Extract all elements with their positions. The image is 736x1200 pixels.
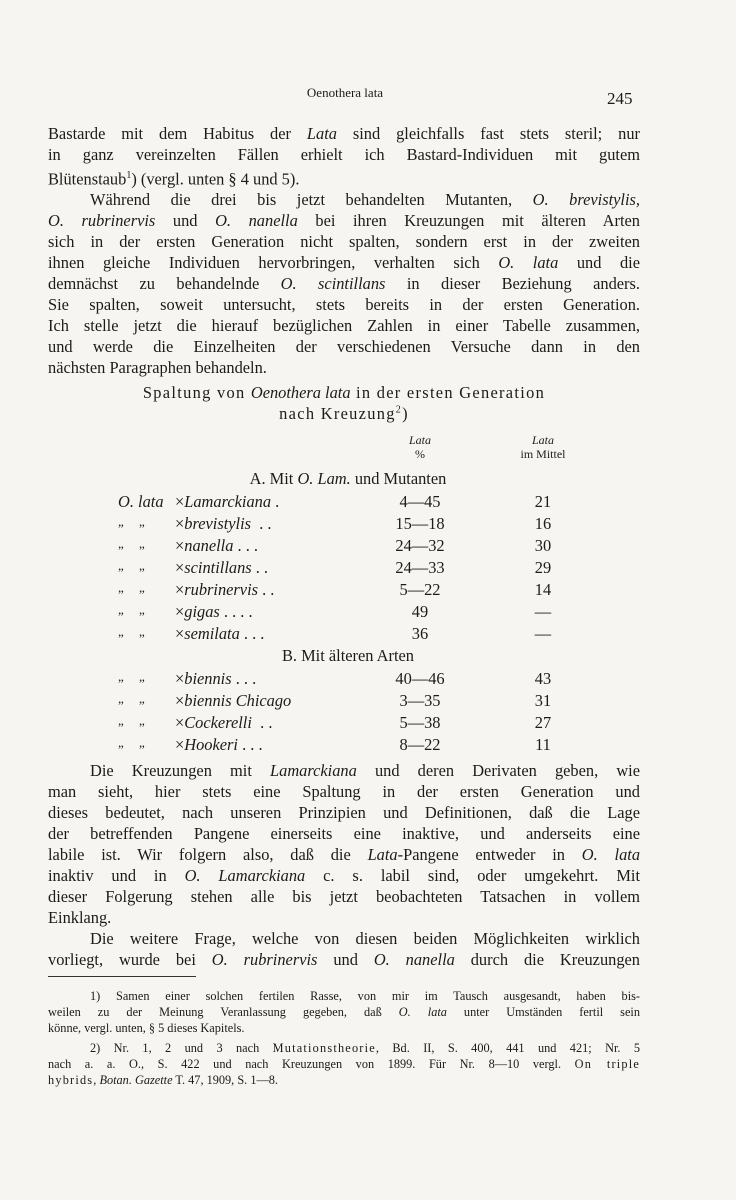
text-line: in ganz vereinzelten Fällen erhielt ich Bastard-Individuen mit gutem	[48, 145, 640, 164]
ditto-mark: „ „	[118, 602, 151, 617]
lata-percent-range: 3—35	[399, 691, 441, 710]
lata-percent-range: 24—33	[395, 558, 445, 577]
lata-mean: —	[534, 624, 552, 643]
lata-percent-range: 5—22	[399, 580, 441, 599]
table-section-b: B. Mit älteren Arten	[281, 646, 414, 665]
table-row	[0, 536, 736, 558]
lata-mean: 30	[534, 536, 552, 555]
text-line: dieser Folgerung stehen alle bis jetzt beobachteten Tatsachen in vollem	[48, 887, 640, 906]
ditto-mark: „ „	[118, 713, 151, 728]
lata-percent-range: 4—45	[399, 492, 441, 511]
cross-partner-name: Cockerelli	[184, 713, 252, 732]
column-header-lata-percent: Lata %	[408, 433, 431, 461]
cross-partner	[175, 580, 274, 600]
ditto-mark: „ „	[118, 691, 151, 706]
text-line: vorliegt, wurde bei O. rubrinervis und O. nanella durch die Kreuzungen	[48, 950, 640, 969]
table-row	[0, 669, 736, 691]
lata-mean: 29	[534, 558, 552, 577]
cross-partner	[175, 735, 263, 755]
cross-partner-name: brevistylis	[184, 514, 252, 533]
ditto-mark: „ „	[118, 735, 151, 750]
text-line: nächsten Paragraphen behandeln.	[48, 358, 267, 378]
table-row	[0, 492, 736, 514]
page-number: 245	[607, 89, 633, 108]
text-line: 1) Samen einer solchen fertilen Rasse, von mir im Tausch ausgesandt, haben bis-	[90, 989, 640, 1003]
cross-partner	[175, 624, 264, 644]
text-line: hybrids, Botan. Gazette T. 47, 1909, S. 1—8.	[48, 1073, 278, 1087]
cross-symbol: ×	[175, 735, 185, 754]
ditto-mark: „ „	[118, 669, 151, 684]
leader-dots: . . .	[231, 669, 257, 688]
cross-partner-name: Hookeri	[184, 735, 238, 754]
ditto-mark: „ „	[118, 580, 151, 595]
lata-percent-range: 49	[411, 602, 429, 621]
footnote-1	[48, 988, 640, 1036]
text-line: sich in der ersten Generation nicht spalten, sondern erst in der zweiten	[48, 232, 640, 252]
text-line: Die weitere Frage, welche von diesen beiden Möglichkeiten wirklich	[90, 929, 640, 948]
cross-partner	[175, 558, 268, 578]
lata-mean: —	[534, 602, 552, 621]
paragraph-2	[48, 760, 640, 970]
table-row	[0, 713, 736, 735]
cross-partner-name: biennis Chicago	[184, 691, 292, 710]
running-head: Oenothera lata	[306, 85, 384, 100]
text-line: der betreffenden Pangene einerseits eine inaktive, und anderseits eine	[48, 824, 640, 843]
cross-partner-name: scintillans	[184, 558, 252, 577]
cross-symbol: ×	[175, 492, 185, 511]
text-line: demnächst zu behandelnde O. scintillans in dieser Beziehung anders.	[48, 274, 640, 294]
text-line: Die Kreuzungen mit Lamarckiana und deren Derivaten geben, wie	[90, 761, 640, 780]
text-line: Sie spalten, soweit untersucht, stets bereits in der ersten Generation.	[48, 295, 640, 315]
table-section-a: A. Mit O. Lam. und Mutanten	[249, 469, 447, 488]
text-line: labile ist. Wir folgern also, daß die Lata-Pangene entweder in O. lata	[48, 845, 641, 864]
cross-partner	[175, 514, 272, 534]
lata-mean: 16	[534, 514, 552, 533]
lata-mean: 14	[534, 580, 552, 599]
lata-percent-range: 24—32	[395, 536, 445, 555]
footnote-ref-1: 1	[126, 170, 132, 181]
lata-mean: 11	[535, 735, 551, 754]
leader-dots: . . .	[233, 536, 259, 555]
cross-partner	[175, 492, 279, 512]
cross-partner-name: rubrinervis	[184, 580, 259, 599]
table-row	[0, 735, 736, 757]
lata-percent-range: 36	[411, 624, 429, 643]
cross-partner-name: biennis	[184, 669, 232, 688]
lata-mean: 43	[534, 669, 552, 688]
leader-dots: . .	[251, 514, 272, 533]
cross-partner	[175, 713, 272, 733]
table-title: Spaltung von Oenothera lata in der ersten Generation	[142, 383, 546, 402]
cross-partner-name: semilata	[184, 624, 240, 643]
table-row	[0, 691, 736, 713]
text-line: dieses bedeutet, nach unseren Prinzipien und Definitionen, daß die Lage	[48, 803, 640, 822]
leader-dots: . .	[251, 713, 273, 732]
lata-mean: 27	[534, 713, 552, 732]
cross-partner	[175, 669, 256, 689]
text-line: weilen zu der Meinung Veranlassung gegeben, daß O. lata unter Umständen fertil sein	[48, 1005, 640, 1019]
leader-dots: .	[271, 492, 280, 511]
lata-percent-range: 40—46	[395, 669, 445, 688]
text-line: Ich stelle jetzt die hierauf bezüglichen Zahlen in einer Tabelle zusammen,	[48, 316, 640, 336]
cross-symbol: ×	[175, 713, 185, 732]
leader-dots: . . .	[239, 624, 265, 643]
table-row	[0, 624, 736, 646]
ditto-mark: „ „	[118, 558, 151, 573]
cross-symbol: ×	[175, 580, 185, 599]
footnote-rule	[48, 976, 196, 977]
text-line: Einklang.	[48, 908, 112, 927]
cross-symbol: ×	[175, 624, 185, 643]
table-row	[0, 580, 736, 602]
cross-symbol: ×	[175, 602, 185, 621]
text-line: 2) Nr. 1, 2 und 3 nach Mutationstheorie, Bd. II, S. 400, 441 und 421; Nr. 5	[90, 1041, 641, 1055]
text-line: man sieht, hier stets eine Spaltung in der ersten Generation und	[48, 782, 640, 801]
footnote-2	[48, 1040, 640, 1088]
text-line: und werde die Einzelheiten der verschiedenen Versuche dann in den	[48, 337, 640, 357]
first-parent: O. lata	[118, 492, 164, 511]
leader-dots: . .	[258, 580, 275, 599]
text-line: nach a. a. O., S. 422 und nach Kreuzungen von 1899. Für Nr. 8—10 vergl. On triple	[48, 1057, 640, 1071]
text-line: Blütenstaub$^1$) (vergl. unten § 4 und 5).	[48, 169, 300, 189]
cross-partner	[175, 536, 258, 556]
table-row	[0, 558, 736, 580]
text-line: könne, vergl. unten, § 5 dieses Kapitels.	[48, 1021, 245, 1035]
footnote-ref-2: 2	[395, 404, 403, 416]
text-line: Bastarde mit dem Habitus der Lata sind gleichfalls fast stets steril; nur	[48, 124, 640, 143]
cross-symbol: ×	[175, 536, 185, 555]
cross-partner	[175, 602, 253, 622]
lata-mean: 31	[534, 691, 552, 710]
column-header-lata-mean: Lata im Mittel	[520, 433, 566, 461]
cross-symbol: ×	[175, 514, 185, 533]
table-row	[0, 514, 736, 536]
text-line: Während die drei bis jetzt behandelten Mutanten, O. brevistylis,	[90, 190, 640, 210]
cross-symbol: ×	[175, 691, 185, 710]
table-title-line-2: nach Kreuzung$^2$)	[279, 404, 409, 423]
text-line: ihnen gleiche Individuen hervorbringen, verhalten sich O. lata und die	[48, 253, 641, 273]
leader-dots: . . . .	[219, 602, 253, 621]
lata-percent-range: 15—18	[395, 514, 445, 533]
text-line: inaktiv und in O. Lamarckiana c. s. labil sind, oder umgekehrt. Mit	[48, 866, 640, 885]
cross-partner-name: nanella	[184, 536, 234, 555]
ditto-mark: „ „	[118, 624, 151, 639]
ditto-mark: „ „	[118, 514, 151, 529]
leader-dots: . .	[251, 558, 269, 577]
lata-mean: 21	[534, 492, 552, 511]
lata-percent-range: 8—22	[399, 735, 441, 754]
cross-symbol: ×	[175, 669, 185, 688]
cross-symbol: ×	[175, 558, 185, 577]
lata-percent-range: 5—38	[399, 713, 441, 732]
ditto-mark: „ „	[118, 536, 151, 551]
paragraph-1	[48, 123, 640, 378]
text-line: O. rubrinervis und O. nanella bei ihren Kreuzungen mit älteren Arten	[48, 211, 641, 231]
cross-partner	[175, 691, 291, 711]
leader-dots: . . .	[237, 735, 263, 754]
table-row	[0, 602, 736, 624]
cross-partner-name: gigas	[184, 602, 220, 621]
cross-partner-name: Lamarckiana	[184, 492, 272, 511]
